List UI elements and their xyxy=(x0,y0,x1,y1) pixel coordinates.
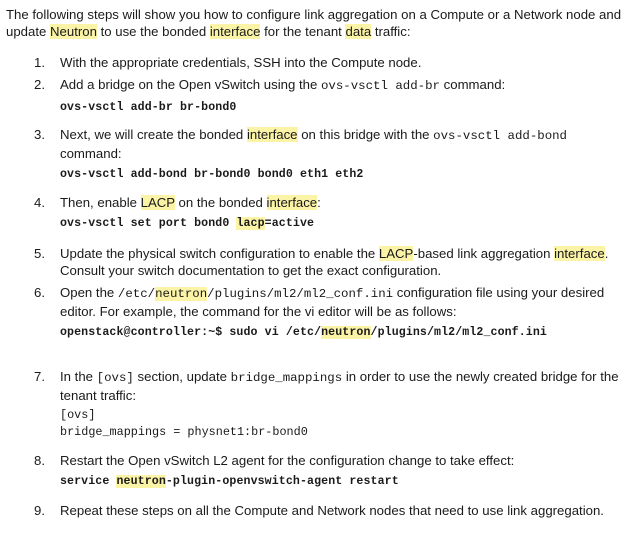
step-number: 4. xyxy=(34,195,45,210)
step-body xyxy=(60,54,620,71)
command-part: ovs-vsctl set port bond0 xyxy=(60,217,237,230)
intro-paragraph xyxy=(6,6,626,40)
command-part: openstack@controller:~$ sudo vi /etc/ xyxy=(60,326,322,339)
inline-code: ovs-vsctl add-br xyxy=(321,79,440,93)
step-body xyxy=(60,452,620,490)
step-text: in order to use the newly created bridge for the tenant traffic: xyxy=(60,369,619,403)
step-body xyxy=(60,368,620,441)
step-text: on this bridge with the xyxy=(297,127,434,142)
highlight-neutron: neutron xyxy=(116,475,166,488)
step-text: Restart the Open vSwitch L2 agent for the configuration change to take effect: xyxy=(60,453,515,468)
step-text: section, update xyxy=(133,369,231,384)
command-part: -plugin-openvswitch-agent restart xyxy=(165,475,399,488)
inline-code: ovs-vsctl add-bond xyxy=(433,129,567,143)
step-number: 9. xyxy=(34,503,45,518)
highlight-neutron: neutron xyxy=(155,287,208,301)
step-number: 8. xyxy=(34,453,45,468)
step-text: Next, we will create the bonded xyxy=(60,127,247,142)
step-body xyxy=(60,502,620,519)
highlight-neutron: neutron xyxy=(321,326,371,339)
step-number: 1. xyxy=(34,55,45,70)
step-number: 3. xyxy=(34,127,45,142)
step-text: on the bonded xyxy=(174,195,267,210)
step-body xyxy=(60,194,620,232)
inline-code: /plugins/ml2/ml2_conf.ini xyxy=(207,287,394,301)
step-number: 7. xyxy=(34,369,45,384)
step-text: With the appropriate credentials, SSH into the Compute node. xyxy=(60,55,422,70)
intro-text: traffic: xyxy=(371,24,411,39)
config-line: [ovs] xyxy=(60,408,96,422)
step-text: Add a bridge on the Open vSwitch using the xyxy=(60,77,321,92)
command-line: ovs-vsctl add-br br-bond0 xyxy=(60,101,237,114)
step-number: 6. xyxy=(34,285,45,300)
step-text: Update the physical switch configuration to enable the xyxy=(60,246,379,261)
highlight-lacp: lacp xyxy=(236,217,265,230)
step-text: configuration file using your desired editor. For example, the command for the vi editor will be as follows: xyxy=(60,285,605,319)
step-text: In the xyxy=(60,369,97,384)
highlight-interface: interface xyxy=(209,24,261,39)
command-line xyxy=(60,473,620,490)
step-text: : xyxy=(317,195,321,210)
command-part: /plugins/ml2/ml2_conf.ini xyxy=(370,326,547,339)
inline-code: bridge_mappings xyxy=(230,371,343,385)
intro-text: The following steps will show you how to configure link aggregation on a Compute or a Network node and update xyxy=(6,7,622,39)
step-text: command: xyxy=(439,77,506,92)
step-body xyxy=(60,126,620,183)
highlight-interface: interface xyxy=(554,246,605,261)
highlight-data: data xyxy=(345,24,372,39)
step-body xyxy=(60,76,620,116)
step-number: 5. xyxy=(34,246,45,261)
step-body xyxy=(60,245,620,279)
command-line xyxy=(60,324,620,341)
inline-code: /etc/ xyxy=(117,287,156,301)
highlight-interface: interface xyxy=(246,127,298,142)
command-part: =active xyxy=(264,217,315,230)
highlight-lacp: LACP xyxy=(140,195,175,210)
inline-code: [ovs] xyxy=(96,371,134,385)
highlight-interface: interface xyxy=(266,195,318,210)
step-text: . Consult your switch documentation to get the exact configuration. xyxy=(60,246,609,278)
step-text: Then, enable xyxy=(60,195,141,210)
config-line: bridge_mappings = physnet1:br-bond0 xyxy=(60,425,308,439)
step-body xyxy=(60,284,620,341)
step-text: command: xyxy=(60,146,122,161)
step-number: 2. xyxy=(34,77,45,92)
highlight-lacp: LACP xyxy=(378,246,414,261)
intro-text: to use the bonded xyxy=(96,24,210,39)
command-line xyxy=(60,215,620,232)
step-text: Open the xyxy=(60,285,118,300)
highlight-neutron: Neutron xyxy=(50,24,97,39)
intro-text: for the tenant xyxy=(260,24,346,39)
command-line: ovs-vsctl add-bond br-bond0 bond0 eth1 eth2 xyxy=(60,168,364,181)
step-text: Repeat these steps on all the Compute and Network nodes that need to use link aggregation. xyxy=(60,503,604,518)
command-part: service xyxy=(60,475,117,488)
step-text: -based link aggregation xyxy=(413,246,555,261)
